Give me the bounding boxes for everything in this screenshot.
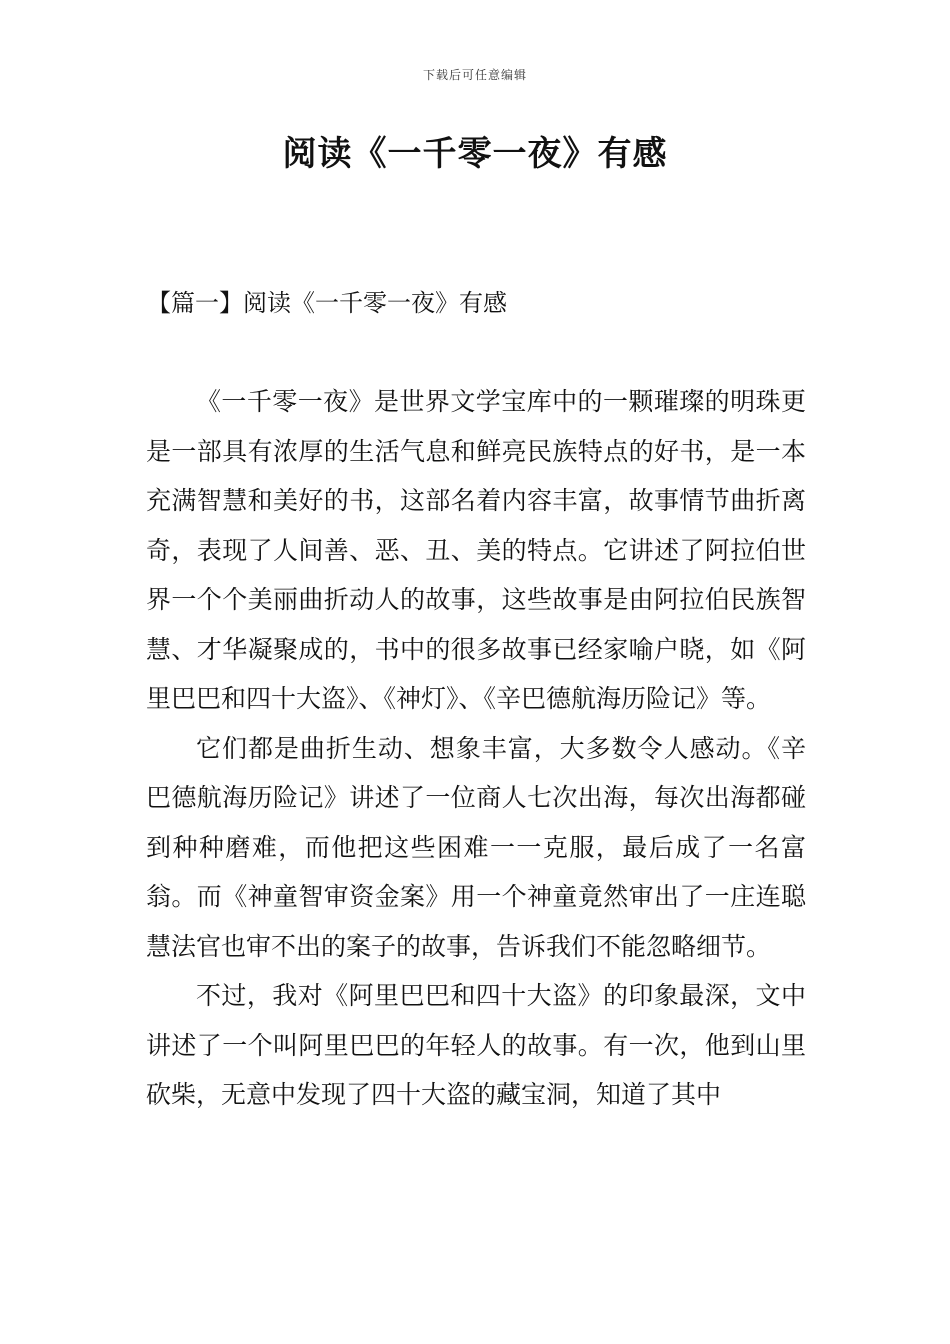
paragraph-1: 《一千零一夜》是世界文学宝库中的一颗璀璨的明珠更是一部具有浓厚的生活气息和鲜亮民族特点的好书，是一本充满智慧和美好的书，这部名着内容丰富，故事情节曲折离奇，表现了人间善、恶、丑、美的特点。它讲述了阿拉伯世界一个个美丽曲折动人的故事，这些故事是由阿拉伯民族智慧、才华凝聚成的，书中的很多故事已经家喻户晓，如《阿里巴巴和四十大盗》、《神灯》、《辛巴德航海历险记》等。 — [146, 387, 806, 713]
section-heading: 【篇一】阅读《一千零一夜》有感 — [147, 289, 507, 317]
document-body — [146, 377, 806, 1120]
document-title: 阅读《一千零一夜》有感 — [282, 134, 668, 174]
header-note: 下载后可任意编辑 — [422, 68, 527, 82]
paragraph-3: 不过，我对《阿里巴巴和四十大盗》的印象最深，文中讲述了一个叫阿里巴巴的年轻人的故事。有一次，他到山里砍柴，无意中发现了四十大盗的藏宝洞，知道了其中 — [146, 981, 806, 1109]
paragraph-2: 它们都是曲折生动、想象丰富，大多数令人感动。《辛巴德航海历险记》讲述了一位商人七次出海，每次出海都碰到种种磨难，而他把这些困难一一克服，最后成了一名富翁。而《神童智审资金案》用一个神童竟然审出了一庄连聪慧法官也审不出的案子的故事，告诉我们不能忽略细节。 — [146, 733, 806, 961]
